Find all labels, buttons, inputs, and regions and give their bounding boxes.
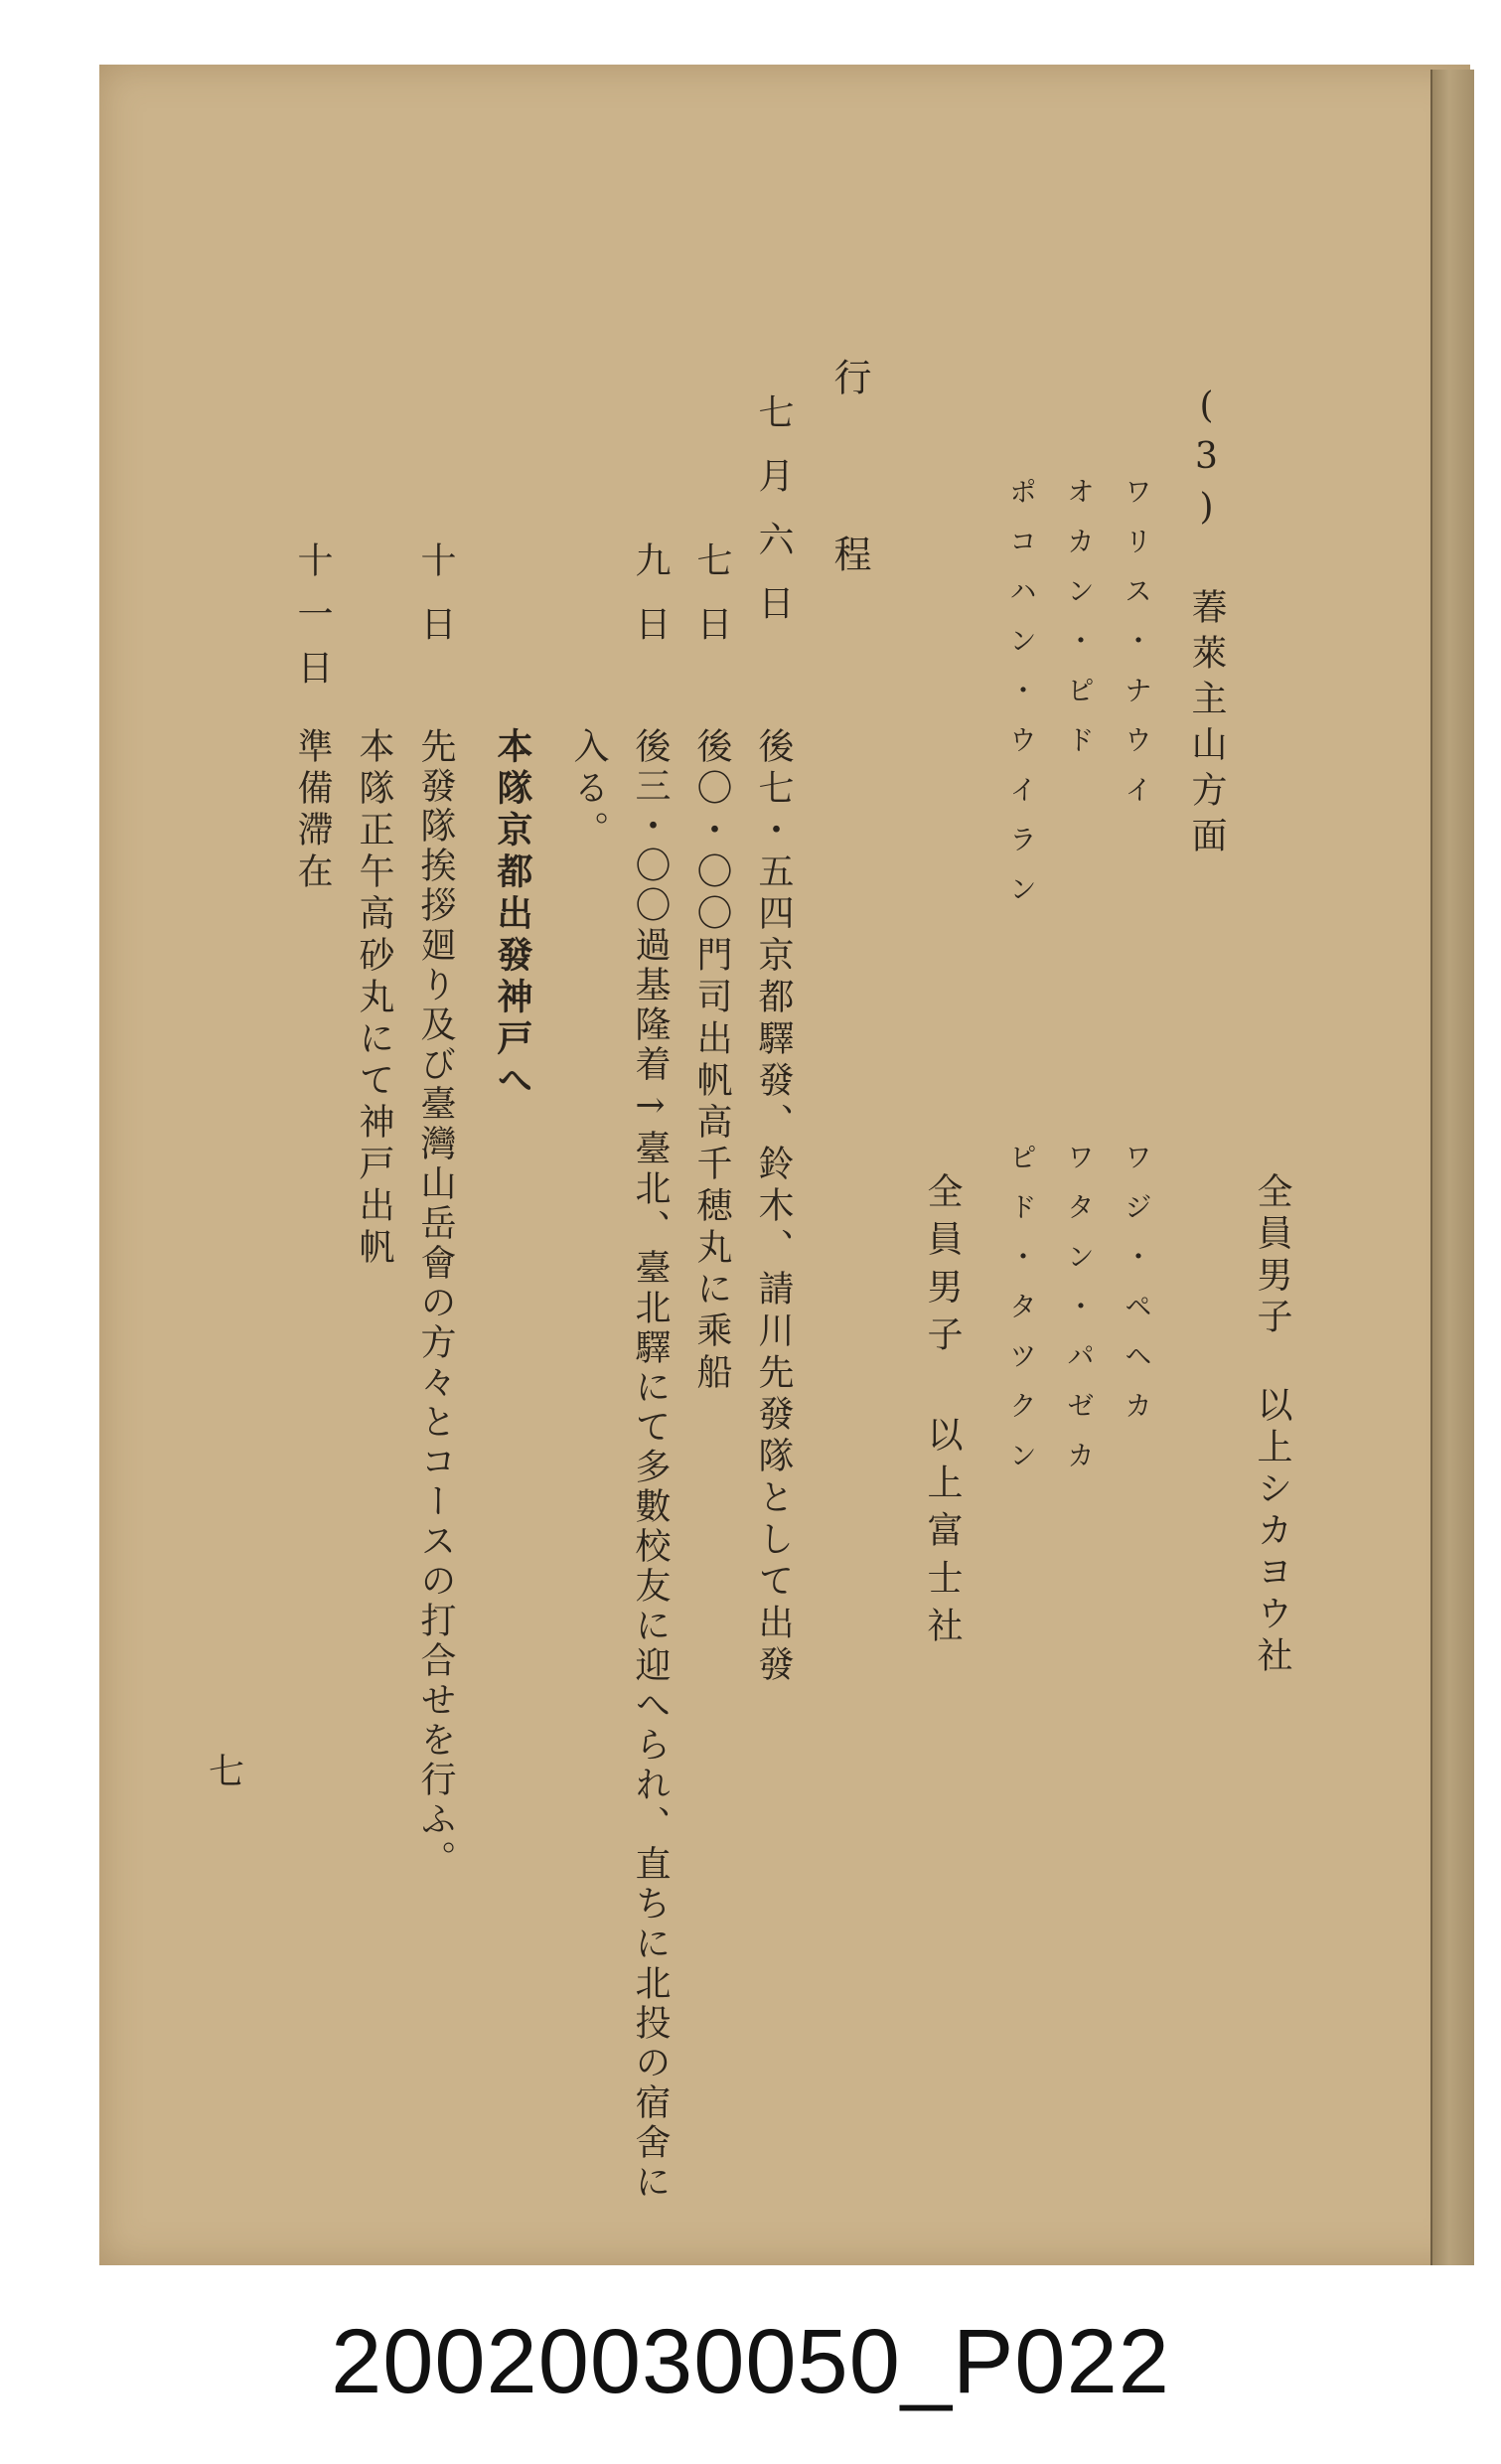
itinerary-heading: 行 程 [827,358,871,620]
entry-date: 十一日 [292,541,333,702]
section-title: (3) 萶萊主山方面 [1186,385,1227,862]
entry-date: 七月六日 [753,393,794,648]
entry-text: 後七・五四京都驛發、鈴木、請川先發隊として出發 [753,727,794,1687]
archive-id-caption: 20020030050_P022 [331,2311,1170,2412]
tribe-name: ワリス・ナウイ [1121,477,1153,825]
entry-date: 七日 [691,541,732,669]
entry-date: 九日 [630,541,671,669]
entry-date: 十日 [415,541,456,669]
page-edge [1430,70,1474,2265]
note-fuji: 全員男子 以上富士社 [922,1172,963,1654]
entry-text: 準備滯在 [292,727,333,894]
entry-text: 後〇・〇〇門司出帆高千穂丸に乘船 [691,727,732,1395]
tribe-name: オカン・ピド [1063,477,1096,775]
entry-text: 入る。 [568,727,609,852]
tribe-name: ポコハン・ウイラン [1005,477,1038,924]
tribe-name: ワジ・ペヘカ [1121,1143,1153,1441]
entry-text: 後三・〇〇過基隆着→臺北、臺北驛にて多數校友に迎へられ、直ちに北投の宿舍に [630,727,671,2203]
entry-text: 先發隊挨拶廻り及び臺灣山岳會の方々とコースの打合せを行ふ。 [415,727,456,1880]
tribe-name: ワタン・パゼカ [1063,1143,1096,1490]
page-number: 七 [209,1752,245,1792]
tribe-name: ピド・タツクン [1005,1143,1038,1490]
note-shikayou: 全員男子 以上シカヨウ社 [1252,1172,1292,1678]
entry-text: 本隊正午高砂丸にて神戸出帆 [354,727,394,1270]
entry-text: 本隊京都出發神戸へ [492,727,533,1103]
